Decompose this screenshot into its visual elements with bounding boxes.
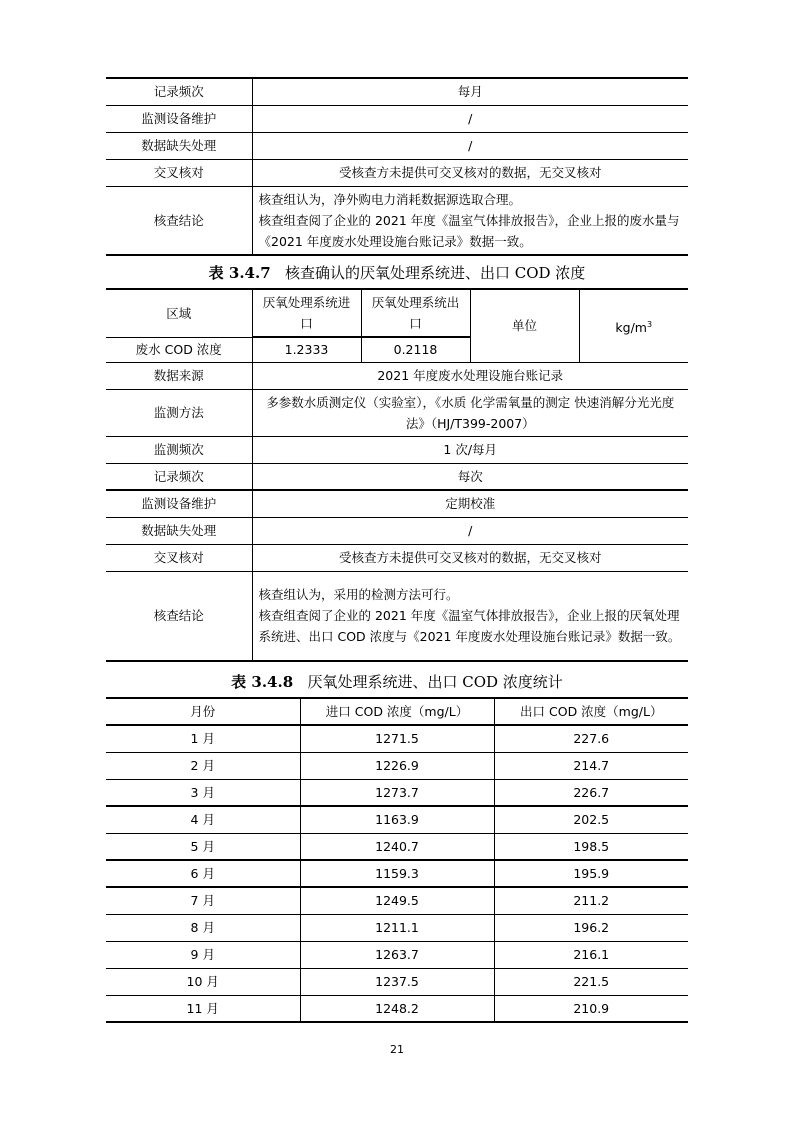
- row-label: 交叉核对: [106, 159, 252, 186]
- unit-superscript: 3: [646, 319, 653, 329]
- month-cell: 3 月: [106, 779, 300, 806]
- table-caption: [106, 671, 688, 692]
- caption-text: 厌氧处理系统进、出口 COD 浓度统计: [307, 673, 563, 691]
- outlet-cod-cell: 216.1: [494, 941, 688, 968]
- outlet-cod-cell: 195.9: [494, 860, 688, 887]
- row-value: 定期校准: [252, 490, 688, 517]
- header-outlet-cod: 出口 COD 浓度（mg/L）: [494, 698, 688, 725]
- table-row: [106, 159, 688, 186]
- row-label: 监测设备维护: [106, 490, 252, 517]
- outlet-cod-cell: 198.5: [494, 833, 688, 860]
- inlet-cod-cell: 1237.5: [300, 968, 494, 995]
- inlet-cod-cell: 1163.9: [300, 806, 494, 833]
- outlet-cod-cell: 227.6: [494, 725, 688, 752]
- table-row-conclusion: [106, 186, 688, 255]
- outlet-cod-cell: 210.9: [494, 995, 688, 1022]
- table-caption: [106, 262, 688, 283]
- row-label: 数据来源: [106, 362, 252, 389]
- month-cell: 9 月: [106, 941, 300, 968]
- outlet-cod-cell: 226.7: [494, 779, 688, 806]
- table-row: [106, 941, 688, 968]
- month-cell: 2 月: [106, 752, 300, 779]
- row-value: 受核查方未提供可交叉核对的数据，无交叉核对: [252, 159, 688, 186]
- unit-value: [579, 289, 688, 362]
- table-row: [106, 995, 688, 1022]
- caption-text: 核查确认的厌氧处理系统进、出口 COD 浓度: [284, 264, 586, 282]
- table-row: [106, 860, 688, 887]
- month-cell: 8 月: [106, 914, 300, 941]
- header-unit: 单位: [470, 289, 579, 362]
- row-value: 受核查方未提供可交叉核对的数据，无交叉核对: [252, 544, 688, 571]
- table-3-4-8: [106, 697, 688, 1023]
- table-row: [106, 779, 688, 806]
- header-month: 月份: [106, 698, 300, 725]
- inlet-cod-cell: 1211.1: [300, 914, 494, 941]
- table-row: [106, 544, 688, 571]
- caption-number: 表 3.4.7: [208, 264, 271, 282]
- outlet-cod-cell: 202.5: [494, 806, 688, 833]
- table-row: [106, 752, 688, 779]
- table-row: [106, 105, 688, 132]
- inlet-cod-cell: 1159.3: [300, 860, 494, 887]
- row-label: 记录频次: [106, 463, 252, 490]
- inlet-cod-cell: 1273.7: [300, 779, 494, 806]
- header-outlet: 厌氧处理系统出口: [361, 289, 470, 337]
- table-row: [106, 725, 688, 752]
- row-label: 监测设备维护: [106, 105, 252, 132]
- unit-text: kg/m: [615, 319, 647, 335]
- table-row: [106, 833, 688, 860]
- outlet-value: 0.2118: [361, 337, 470, 362]
- table-row: [106, 887, 688, 914]
- caption-number: 表 3.4.8: [231, 673, 294, 691]
- month-cell: 6 月: [106, 860, 300, 887]
- month-cell: 7 月: [106, 887, 300, 914]
- inlet-cod-cell: 1226.9: [300, 752, 494, 779]
- header-area: 区域: [106, 289, 252, 337]
- conclusion-line: 核查组查阅了企业的 2021 年度《温室气体排放报告》，企业上报的废水量与《2021 年度废水处理设施台账记录》数据一致。: [258, 212, 680, 249]
- conclusion-text: [252, 186, 688, 255]
- row-value: 多参数水质测定仪（实验室），《水质 化学需氧量的测定 快速消解分光光度法》（HJ/T399-2007）: [252, 389, 688, 436]
- header-inlet: 厌氧处理系统进口: [252, 289, 361, 337]
- table-row: [106, 463, 688, 490]
- table-row: [106, 517, 688, 544]
- table-header-row: [106, 289, 688, 337]
- table-1-continued: [106, 77, 688, 256]
- header-inlet-cod: 进口 COD 浓度（mg/L）: [300, 698, 494, 725]
- table-header-row: [106, 698, 688, 725]
- month-cell: 10 月: [106, 968, 300, 995]
- month-cell: 11 月: [106, 995, 300, 1022]
- row-value: 1 次/每月: [252, 436, 688, 463]
- conclusion-line: 核查组认为，净外购电力消耗数据源选取合理。: [258, 191, 522, 207]
- row-value: 2021 年度废水处理设施台账记录: [252, 362, 688, 389]
- table-row: [106, 968, 688, 995]
- row-label: 废水 COD 浓度: [106, 337, 252, 362]
- row-value: 每月: [252, 78, 688, 105]
- table-row: [106, 78, 688, 105]
- row-label: 交叉核对: [106, 544, 252, 571]
- outlet-cod-cell: 221.5: [494, 968, 688, 995]
- inlet-cod-cell: 1263.7: [300, 941, 494, 968]
- inlet-cod-cell: 1271.5: [300, 725, 494, 752]
- row-value: /: [252, 105, 688, 132]
- conclusion-line: 核查组认为，采用的检测方法可行。: [258, 587, 459, 603]
- outlet-cod-cell: 196.2: [494, 914, 688, 941]
- table-row: [106, 132, 688, 159]
- row-label: 数据缺失处理: [106, 132, 252, 159]
- month-cell: 4 月: [106, 806, 300, 833]
- row-label: 监测频次: [106, 436, 252, 463]
- page-number: 21: [390, 1043, 404, 1056]
- month-cell: 1 月: [106, 725, 300, 752]
- row-label: 核查结论: [106, 186, 252, 255]
- row-value: /: [252, 132, 688, 159]
- inlet-cod-cell: 1240.7: [300, 833, 494, 860]
- month-cell: 5 月: [106, 833, 300, 860]
- row-value: /: [252, 517, 688, 544]
- conclusion-text: [252, 571, 688, 661]
- row-label: 监测方法: [106, 389, 252, 436]
- inlet-cod-cell: 1249.5: [300, 887, 494, 914]
- row-label: 核查结论: [106, 571, 252, 661]
- table-row: [106, 389, 688, 436]
- row-label: 记录频次: [106, 78, 252, 105]
- conclusion-line: 核查组查阅了企业的 2021 年度《温室气体排放报告》，企业上报的厌氧处理系统进、出口 COD 浓度与《2021 年度废水处理设施台账记录》数据一致。: [258, 608, 681, 645]
- table-3-4-7: [106, 288, 688, 662]
- table-row-conclusion: [106, 571, 688, 661]
- outlet-cod-cell: 214.7: [494, 752, 688, 779]
- outlet-cod-cell: 211.2: [494, 887, 688, 914]
- row-value: 每次: [252, 463, 688, 490]
- table-row: [106, 436, 688, 463]
- table-row: [106, 806, 688, 833]
- table-row: [106, 914, 688, 941]
- inlet-cod-cell: 1248.2: [300, 995, 494, 1022]
- table-row: [106, 362, 688, 389]
- table-row: [106, 490, 688, 517]
- inlet-value: 1.2333: [252, 337, 361, 362]
- row-label: 数据缺失处理: [106, 517, 252, 544]
